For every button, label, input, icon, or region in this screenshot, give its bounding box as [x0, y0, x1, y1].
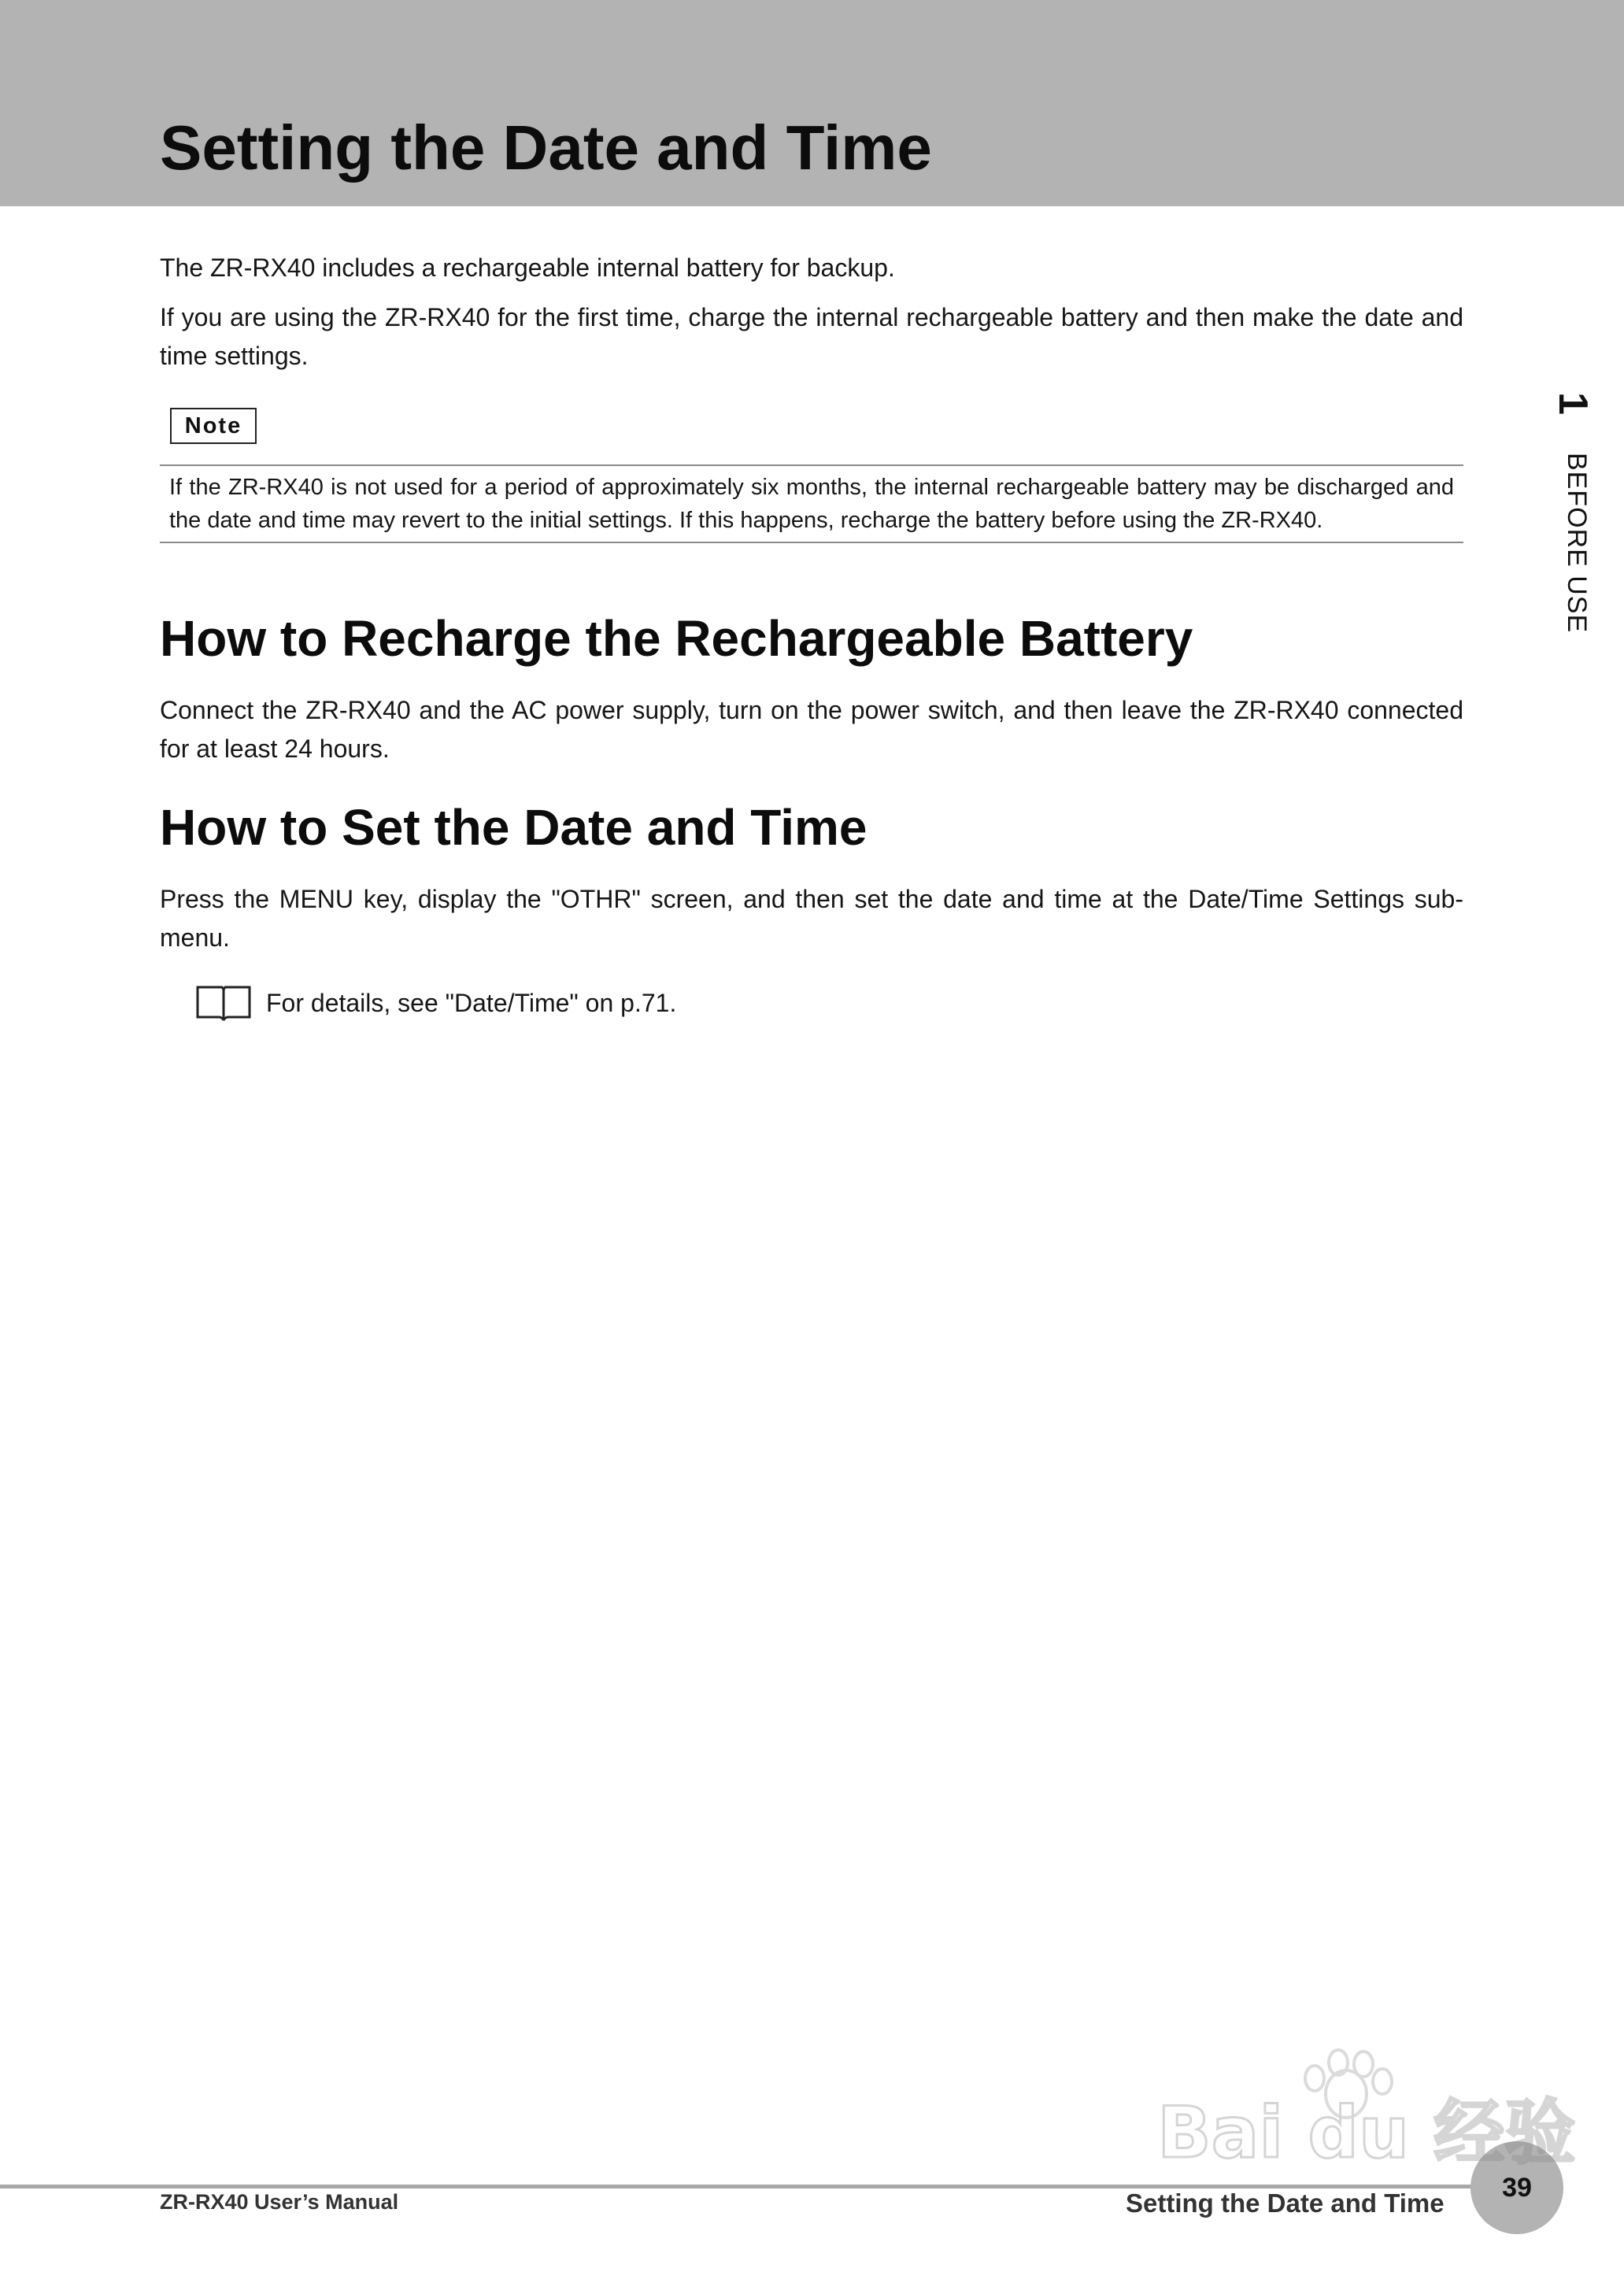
intro-block [160, 249, 1463, 376]
chapter-number: 1 [1550, 392, 1596, 415]
intro-paragraph-2: If you are using the ZR-RX40 for the first time, charge the internal rechargeable battery and then make the date and time settings. [160, 303, 1463, 370]
intro-paragraph-1: The ZR-RX40 includes a rechargeable internal battery for backup. [160, 253, 895, 282]
page-number: 39 [1470, 2141, 1563, 2234]
reference-text: For details, see "Date/Time" on p.71. [266, 988, 677, 1017]
reference-row[interactable] [195, 982, 676, 1023]
page-title: Setting the Date and Time [160, 113, 932, 183]
watermark [1149, 2047, 1576, 2244]
chapter-label: BEFORE USE [1562, 453, 1592, 634]
note-text: If the ZR-RX40 is not used for a period of approximately six months, the internal rechargeable battery may be discharged and the date and time may revert to the initial settings. If this happens, recharge the battery before using the ZR-RX40. [169, 475, 1454, 533]
book-icon [195, 982, 252, 1023]
set-date-paragraph: Press the MENU key, display the "OTHR" screen, and then set the date and time at the Date/Time Settings sub-menu. [160, 885, 1463, 952]
recharge-paragraph: Connect the ZR-RX40 and the AC power supply, turn on the power switch, and then leave the ZR-RX40 connected for at least 24 hours. [160, 696, 1463, 763]
footer-section-title: Setting the Date and Time [1126, 2189, 1445, 2218]
section-body-set-date [160, 880, 1463, 957]
section-heading-recharge: How to Recharge the Rechargeable Battery [160, 610, 1193, 667]
watermark-text: Bai du 经验 [1157, 2092, 1576, 2174]
footer-manual-title: ZR-RX40 User’s Manual [160, 2190, 399, 2214]
section-heading-set-date: How to Set the Date and Time [160, 799, 867, 856]
note-label: Note [170, 408, 257, 444]
section-body-recharge [160, 691, 1463, 768]
note-box [160, 464, 1463, 543]
